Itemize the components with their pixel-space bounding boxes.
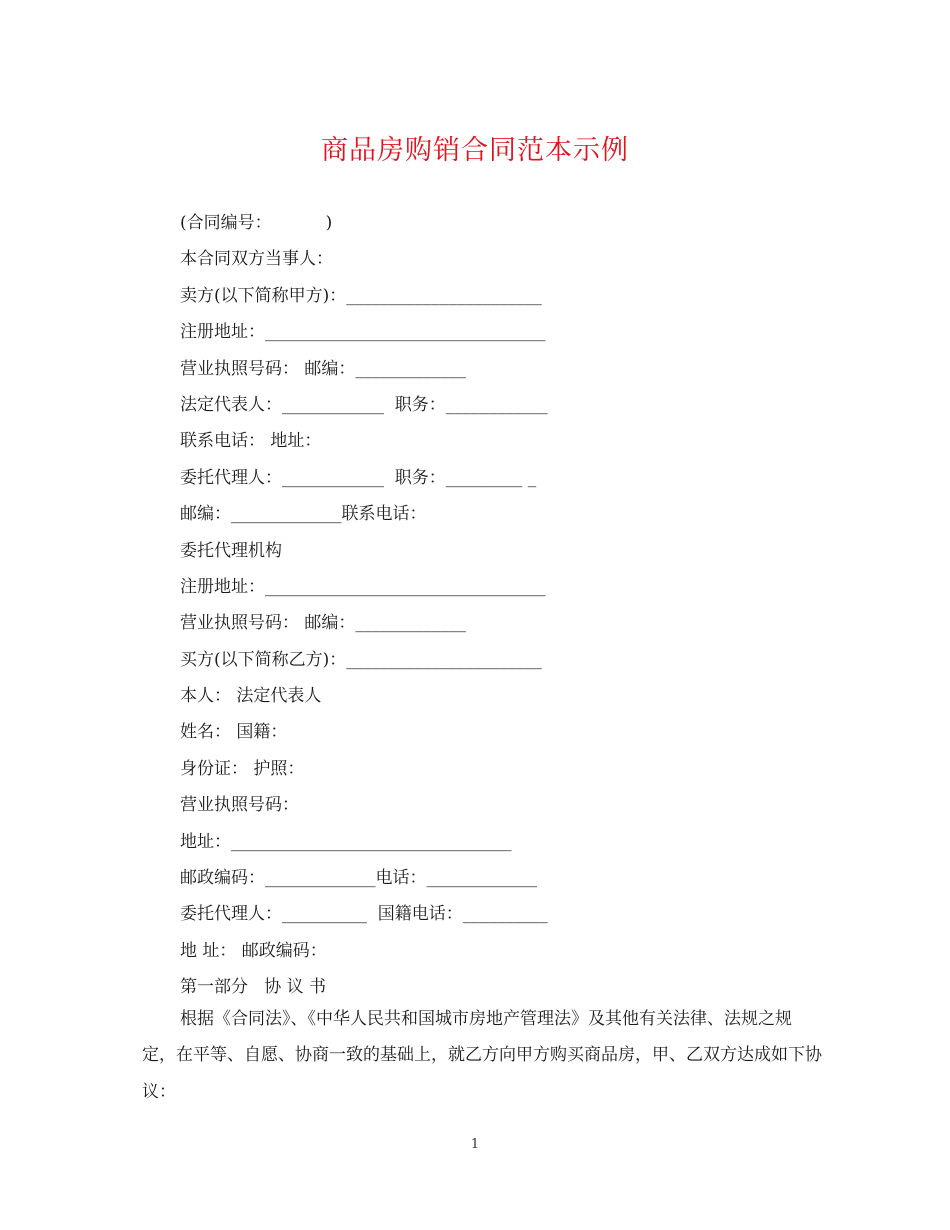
page-number: 1	[470, 1137, 480, 1152]
part-one-heading: 第一部分 协 议 书	[180, 977, 327, 998]
seller-agent-line: 委托代理人：____________ 职务：_________ _	[180, 467, 537, 488]
seller-address-line: 注册地址：_________________________________	[180, 322, 546, 343]
contract-header-lines	[180, 205, 548, 1006]
contract-number-line: (合同编号： )	[180, 213, 333, 233]
buyer-id-line: 身份证： 护照：	[180, 758, 305, 779]
seller-legal-rep-line: 法定代表人：____________ 职务：____________	[180, 394, 548, 415]
seller-line: 卖方(以下简称甲方)：_______________________	[180, 285, 542, 306]
seller-postcode-line: 邮编：_____________联系电话：	[180, 504, 427, 525]
buyer-name-line: 姓名： 国籍：	[180, 722, 288, 743]
parties-heading-line: 本合同双方当事人：	[180, 249, 333, 270]
buyer-postcode-line: 邮政编码：_____________电话：_____________	[180, 868, 537, 889]
buyer-line: 买方(以下简称乙方)：_______________________	[180, 649, 542, 670]
agency-address-line: 注册地址：_________________________________	[180, 576, 546, 597]
seller-phone-line: 联系电话： 地址：	[180, 431, 322, 452]
seller-license-line: 营业执照号码： 邮编：_____________	[180, 358, 466, 379]
buyer-type-line: 本人： 法定代表人	[180, 686, 322, 707]
agency-license-line: 营业执照号码： 邮编：_____________	[180, 613, 466, 634]
document-title: 商品房购销合同范本示例	[321, 135, 629, 166]
agreement-paragraph: 根据《合同法》、《中华人民共和国城市房地产管理法》及其他有关法律、法规之规定，在平等、自愿、协商一致的基础上，就乙方向甲方购买商品房，甲、乙双方达成如下协议：	[142, 1009, 822, 1102]
buyer-address-line: 地址：_________________________________	[180, 831, 512, 852]
agency-line: 委托代理机构	[180, 540, 282, 561]
buyer-license-line: 营业执照号码：	[180, 795, 299, 816]
buyer-agent-address-line: 地 址： 邮政编码：	[180, 940, 327, 961]
buyer-agent-line: 委托代理人：__________ 国籍电话：__________	[180, 904, 548, 925]
